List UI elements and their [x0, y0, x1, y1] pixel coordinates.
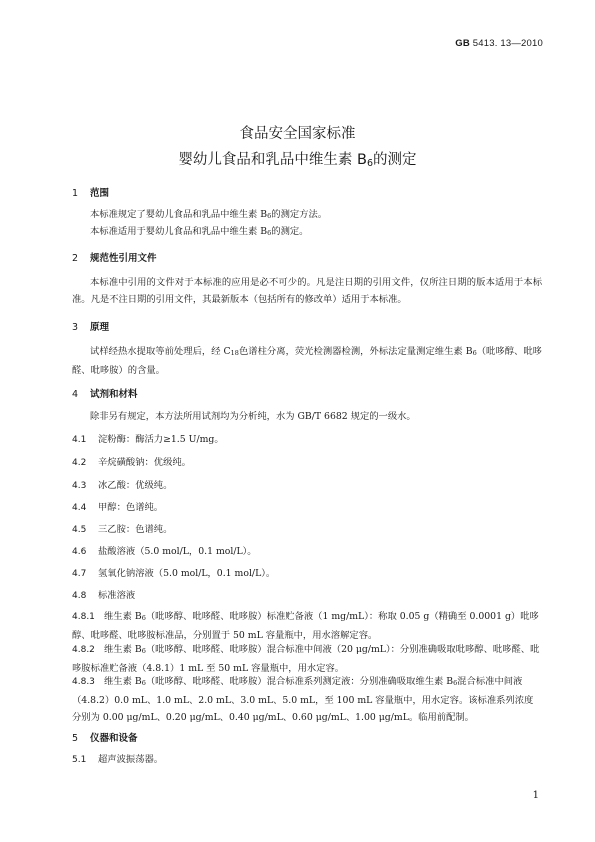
reagent-item: 4.2 辛烷磺酸钠：优级纯。	[72, 457, 191, 468]
reagent-item: 4.4 甲醇：色谱纯。	[72, 502, 164, 513]
standard-code: GB 5413. 13—2010	[455, 38, 543, 49]
document-title-main: 食品安全国家标准	[239, 126, 356, 142]
reagent-item: 4.5 三乙胺：色谱纯。	[72, 524, 173, 535]
scope-paragraph-1: 本标准规定了婴幼儿食品和乳品中维生素 $B_6$的测定方法。	[90, 209, 328, 220]
section-heading-principle: 3 原理	[72, 322, 110, 333]
reagent-item: 4.1 淀粉酶：酶活力≥1.5 U/mg。	[72, 434, 224, 445]
standard-solution-item-4-8-2: 4.8.2 维生素 $B_6$（吡哆醇、吡哆醛、吡哆胺）混合标准中间液（20 μg/mL）：分别准确吸取吡哆醇、吡哆醛、吡哆胺标准贮备液（4.8.1）1 mL 至 50 mL 容量瓶中，用水定容。	[72, 644, 540, 674]
page-number: 1	[532, 790, 539, 801]
standard-solution-item-4-8-3: 4.8.3 维生素 $B_6$（吡哆醇、吡哆醛、吡哆胺）混合标准系列测定液：分别准确吸取维生素 $B_6$混合标准中间液（4.8.2）0.0 mL、1.0 mL、2.0 mL、3.0 mL、5.0 mL，至 100 mL 容量瓶中，用水定容。该标准系列浓度分别为 0.00 μg/mL、0.20 μg/mL、0.40 μg/mL、0.60 μg/mL、1.00 μg/mL。临用前配制。	[72, 676, 534, 723]
reagents-intro-paragraph: 除非另有规定，本方法所用试剂均为分析纯，水为 GB/T 6682 规定的一级水。	[90, 411, 416, 422]
document-title-sub: 婴幼儿食品和乳品中维生素 $B_6$的测定	[178, 152, 417, 169]
instrument-item: 5.1 超声波振荡器。	[72, 754, 164, 765]
normative-references-paragraph: 本标准中引用的文件对于本标准的应用是必不可少的。凡是注日期的引用文件，仅所注日期的版本适用于本标准。凡是不注日期的引用文件，其最新版本（包括所有的修改单）适用于本标准。	[72, 277, 542, 305]
principle-paragraph: 试样经热水提取等前处理后，经 $C_{18}$色谱柱分离，荧光检测器检测，外标法定量测定维生素 $B_6$（吡哆醇、吡哆醛、吡哆胺）的含量。	[72, 346, 542, 376]
standard-solution-item-4-8-1: 4.8.1 维生素 $B_6$（吡哆醇、吡哆醛、吡哆胺）标准贮备液（1 mg/mL）：称取 0.05 g（精确至 0.0001 g）吡哆醇、吡哆醛、吡哆胺标准品，分别置于 50 mL 容量瓶中，用水溶解定容。	[72, 611, 539, 641]
scope-paragraph-2: 本标准适用于婴幼儿食品和乳品中维生素 $B_6$的测定。	[90, 226, 309, 237]
reagent-item: 4.8 标准溶液	[72, 590, 136, 601]
section-heading-normative-references: 2 规范性引用文件	[72, 253, 157, 264]
reagent-item: 4.6 盐酸溶液（5.0 mol/L，0.1 mol/L）。	[72, 546, 257, 557]
reagent-item: 4.7 氢氧化钠溶液（5.0 mol/L，0.1 mol/L）。	[72, 568, 276, 579]
reagent-item: 4.3 冰乙酸：优级纯。	[72, 480, 173, 491]
section-heading-instruments: 5 仪器和设备	[72, 733, 138, 744]
section-heading-scope: 1 范围	[72, 188, 110, 199]
section-heading-reagents: 4 试剂和材料	[72, 389, 138, 400]
